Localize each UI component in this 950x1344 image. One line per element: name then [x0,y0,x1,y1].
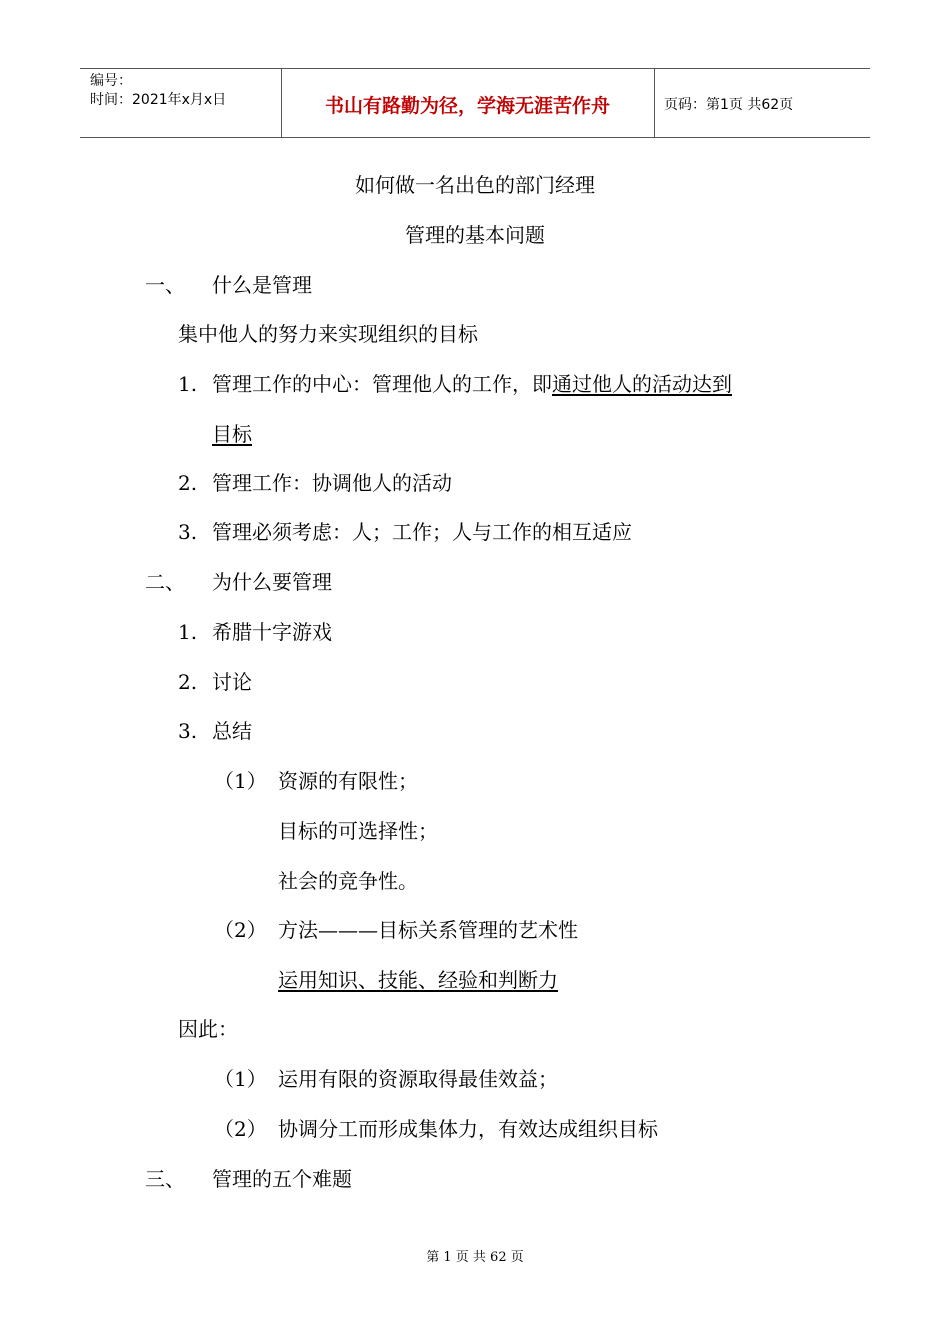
sub-item-text: 运用有限的资源取得最佳效益； [278,1067,558,1091]
list-item-number: 2. [178,670,198,694]
section-2-number: 二、 [145,570,185,594]
list-item-number: 2. [178,471,198,495]
sub-item-text: 方法———目标关系管理的艺术性 [278,918,578,942]
list-item-text-underlined: 通过他人的活动达到 [552,372,732,396]
document-subtitle: 管理的基本问题 [405,223,545,247]
section-3-number: 三、 [145,1167,185,1191]
list-item-text: 管理必须考虑：人；工作；人与工作的相互适应 [212,520,632,544]
list-item-text: 管理工作：协调他人的活动 [212,471,452,495]
section-1-heading: 什么是管理 [212,273,312,297]
sub-item-text-underlined: 运用知识、技能、经验和判断力 [278,968,558,992]
section-1-intro: 集中他人的努力来实现组织的目标 [178,322,478,346]
list-item-text: 讨论 [212,670,252,694]
therefore-label: 因此： [178,1017,238,1041]
sub-item-text: 协调分工而形成集体力，有效达成组织目标 [278,1117,658,1141]
list-item-number: 3. [178,719,198,743]
sub-item-number: （1） [214,1067,267,1091]
sub-item-text: 目标的可选择性； [278,819,438,843]
page-footer: 第 1 页 共 62 页 [426,1250,524,1265]
page-header [80,68,870,138]
header-meta [90,72,226,110]
sub-item-text: 资源的有限性； [278,769,418,793]
header-motto: 书山有路勤为径，学海无涯苦作舟 [324,95,610,117]
document-title: 如何做一名出色的部门经理 [355,173,595,197]
section-3-heading: 管理的五个难题 [212,1167,352,1191]
list-item-text: 总结 [212,719,252,743]
list-item-text-plain: 管理工作的中心：管理他人的工作，即 [212,372,552,396]
sub-item-number: （2） [214,1117,267,1141]
header-page-number: 页码：第1页 共62页 [664,97,794,113]
sub-item-number: （2） [214,918,267,942]
sub-item-text: 社会的竞争性。 [278,869,418,893]
list-item-text [212,371,732,397]
list-item-continuation: 目标 [212,422,252,446]
list-item-number: 1. [178,372,198,396]
sub-item-number: （1） [214,769,267,793]
section-2-heading: 为什么要管理 [212,570,332,594]
list-item-number: 3. [178,520,198,544]
list-item-text: 希腊十字游戏 [212,620,332,644]
header-divider [654,69,655,137]
section-1-number: 一、 [145,273,185,297]
header-number: 编号： [90,73,132,89]
header-time: 时间：2021年x月x日 [90,92,227,108]
list-item-number: 1. [178,620,198,644]
